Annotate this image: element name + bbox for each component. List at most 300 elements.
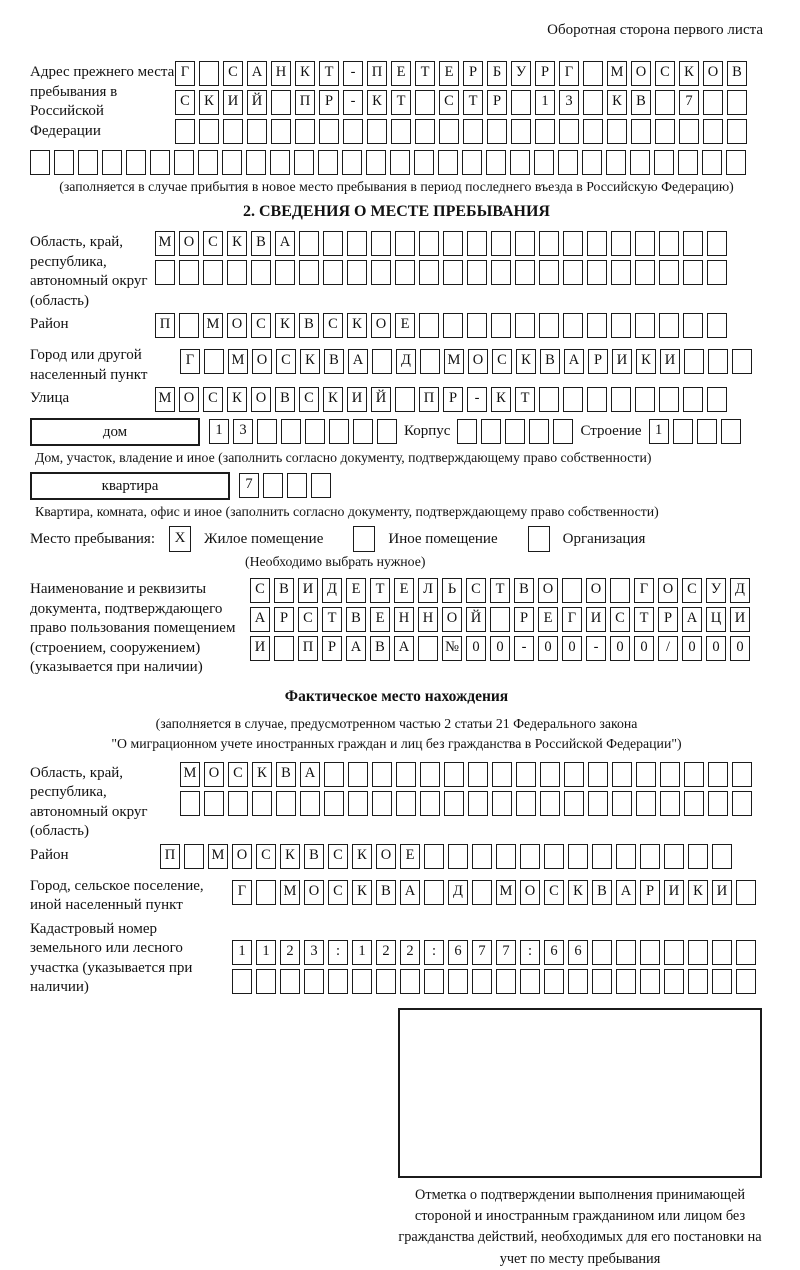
char-box[interactable] [246, 150, 266, 175]
char-box[interactable] [348, 762, 368, 787]
char-box[interactable] [367, 119, 387, 144]
char-box[interactable] [390, 150, 410, 175]
char-box[interactable] [707, 313, 727, 338]
char-box[interactable] [443, 231, 463, 256]
char-box[interactable]: А [348, 349, 368, 374]
char-box[interactable]: К [679, 61, 699, 86]
char-box[interactable] [727, 90, 747, 115]
char-box[interactable] [396, 762, 416, 787]
char-box[interactable]: : [328, 940, 348, 965]
char-box[interactable] [199, 61, 219, 86]
char-box[interactable]: 1 [256, 940, 276, 965]
char-box[interactable] [660, 762, 680, 787]
char-box[interactable]: Й [371, 387, 391, 412]
char-box[interactable] [568, 969, 588, 994]
char-box[interactable] [684, 791, 704, 816]
char-box[interactable]: М [444, 349, 464, 374]
char-box[interactable] [486, 150, 506, 175]
char-box[interactable] [684, 349, 704, 374]
char-box[interactable] [539, 260, 559, 285]
char-box[interactable] [611, 313, 631, 338]
char-box[interactable] [558, 150, 578, 175]
char-box[interactable]: И [298, 578, 318, 603]
char-box[interactable]: М [180, 762, 200, 787]
char-box[interactable] [707, 260, 727, 285]
char-box[interactable]: К [352, 844, 372, 869]
char-box[interactable]: 0 [610, 636, 630, 661]
char-box[interactable]: С [223, 61, 243, 86]
char-box[interactable] [678, 150, 698, 175]
char-box[interactable]: 6 [544, 940, 564, 965]
char-box[interactable]: 6 [568, 940, 588, 965]
char-box[interactable] [204, 349, 224, 374]
char-box[interactable] [328, 969, 348, 994]
char-box[interactable] [287, 473, 307, 498]
char-box[interactable]: К [491, 387, 511, 412]
char-box[interactable] [726, 150, 746, 175]
char-box[interactable] [420, 762, 440, 787]
char-box[interactable] [683, 231, 703, 256]
char-box[interactable] [300, 791, 320, 816]
char-box[interactable]: - [586, 636, 606, 661]
char-box[interactable] [438, 150, 458, 175]
char-box[interactable] [616, 969, 636, 994]
char-box[interactable] [559, 119, 579, 144]
char-box[interactable] [736, 880, 756, 905]
char-box[interactable] [520, 969, 540, 994]
char-box[interactable] [419, 231, 439, 256]
char-box[interactable] [616, 940, 636, 965]
char-box[interactable] [366, 150, 386, 175]
char-box[interactable]: - [343, 90, 363, 115]
char-box[interactable] [294, 150, 314, 175]
char-box[interactable] [539, 231, 559, 256]
char-box[interactable] [174, 150, 194, 175]
char-box[interactable] [660, 791, 680, 816]
char-box[interactable] [472, 880, 492, 905]
char-box[interactable] [640, 940, 660, 965]
char-box[interactable] [520, 844, 540, 869]
char-box[interactable]: Р [514, 607, 534, 632]
char-box[interactable]: К [636, 349, 656, 374]
char-box[interactable]: 7 [239, 473, 259, 498]
char-box[interactable] [655, 90, 675, 115]
char-box[interactable]: О [586, 578, 606, 603]
char-box[interactable]: В [514, 578, 534, 603]
char-box[interactable]: А [682, 607, 702, 632]
char-box[interactable] [324, 762, 344, 787]
char-box[interactable] [732, 349, 752, 374]
char-box[interactable]: О [251, 387, 271, 412]
char-box[interactable] [311, 473, 331, 498]
char-box[interactable] [319, 119, 339, 144]
char-box[interactable]: Т [370, 578, 390, 603]
char-box[interactable]: К [688, 880, 708, 905]
char-box[interactable] [587, 231, 607, 256]
char-box[interactable] [630, 150, 650, 175]
char-box[interactable] [468, 762, 488, 787]
char-box[interactable]: С [250, 578, 270, 603]
char-box[interactable] [463, 119, 483, 144]
char-box[interactable]: 3 [304, 940, 324, 965]
char-box[interactable] [664, 940, 684, 965]
char-box[interactable]: И [664, 880, 684, 905]
char-box[interactable] [712, 844, 732, 869]
char-box[interactable]: В [376, 880, 396, 905]
char-box[interactable] [395, 231, 415, 256]
char-box[interactable] [611, 260, 631, 285]
char-box[interactable]: Е [346, 578, 366, 603]
char-box[interactable] [348, 791, 368, 816]
char-box[interactable] [712, 969, 732, 994]
char-box[interactable]: Р [443, 387, 463, 412]
char-box[interactable]: 2 [376, 940, 396, 965]
char-box[interactable] [515, 313, 535, 338]
char-box[interactable]: А [247, 61, 267, 86]
char-box[interactable] [612, 762, 632, 787]
char-box[interactable] [274, 636, 294, 661]
char-box[interactable] [587, 260, 607, 285]
char-box[interactable]: М [496, 880, 516, 905]
char-box[interactable]: М [228, 349, 248, 374]
char-box[interactable] [708, 762, 728, 787]
char-box[interactable]: В [251, 231, 271, 256]
char-box[interactable]: 0 [538, 636, 558, 661]
char-box[interactable]: У [706, 578, 726, 603]
char-box[interactable] [683, 313, 703, 338]
char-box[interactable]: Г [559, 61, 579, 86]
char-box[interactable]: С [544, 880, 564, 905]
char-box[interactable]: К [568, 880, 588, 905]
char-box[interactable]: О [179, 387, 199, 412]
char-box[interactable] [697, 419, 717, 444]
char-box[interactable] [420, 791, 440, 816]
char-box[interactable]: К [295, 61, 315, 86]
char-box[interactable]: О [227, 313, 247, 338]
char-box[interactable]: К [323, 387, 343, 412]
char-box[interactable]: Г [175, 61, 195, 86]
char-box[interactable]: С [256, 844, 276, 869]
char-box[interactable] [419, 260, 439, 285]
char-box[interactable]: Д [730, 578, 750, 603]
char-box[interactable]: Д [322, 578, 342, 603]
char-box[interactable] [635, 313, 655, 338]
char-box[interactable]: 0 [490, 636, 510, 661]
char-box[interactable] [457, 419, 477, 444]
char-box[interactable]: С [682, 578, 702, 603]
char-box[interactable]: В [592, 880, 612, 905]
char-box[interactable]: И [660, 349, 680, 374]
char-box[interactable]: К [227, 231, 247, 256]
char-box[interactable]: О [232, 844, 252, 869]
char-box[interactable] [563, 313, 583, 338]
char-box[interactable] [126, 150, 146, 175]
char-box[interactable] [703, 119, 723, 144]
stay-option-other-checkbox[interactable] [353, 526, 375, 552]
char-box[interactable] [515, 260, 535, 285]
char-box[interactable] [587, 313, 607, 338]
char-box[interactable]: С [466, 578, 486, 603]
char-box[interactable] [688, 969, 708, 994]
char-box[interactable] [424, 969, 444, 994]
char-box[interactable] [496, 844, 516, 869]
char-box[interactable]: Т [319, 61, 339, 86]
char-box[interactable]: В [299, 313, 319, 338]
char-box[interactable]: В [540, 349, 560, 374]
char-box[interactable]: 2 [400, 940, 420, 965]
char-box[interactable] [659, 260, 679, 285]
char-box[interactable] [276, 791, 296, 816]
char-box[interactable] [252, 791, 272, 816]
char-box[interactable] [516, 762, 536, 787]
char-box[interactable] [659, 387, 679, 412]
char-box[interactable] [227, 260, 247, 285]
char-box[interactable]: Е [400, 844, 420, 869]
char-box[interactable]: 2 [280, 940, 300, 965]
char-box[interactable]: Е [370, 607, 390, 632]
char-box[interactable]: П [298, 636, 318, 661]
char-box[interactable]: Е [395, 313, 415, 338]
char-box[interactable]: Г [232, 880, 252, 905]
char-box[interactable]: Т [415, 61, 435, 86]
char-box[interactable] [467, 260, 487, 285]
char-box[interactable] [564, 791, 584, 816]
char-box[interactable] [280, 969, 300, 994]
char-box[interactable] [707, 231, 727, 256]
char-box[interactable]: Е [391, 61, 411, 86]
char-box[interactable] [544, 844, 564, 869]
char-box[interactable]: М [203, 313, 223, 338]
char-box[interactable]: О [468, 349, 488, 374]
char-box[interactable]: Р [487, 90, 507, 115]
char-box[interactable] [184, 844, 204, 869]
char-box[interactable]: С [298, 607, 318, 632]
char-box[interactable]: 0 [682, 636, 702, 661]
char-box[interactable] [343, 119, 363, 144]
char-box[interactable] [271, 119, 291, 144]
char-box[interactable]: Н [271, 61, 291, 86]
char-box[interactable] [587, 387, 607, 412]
char-box[interactable] [640, 844, 660, 869]
char-box[interactable] [179, 313, 199, 338]
char-box[interactable] [199, 119, 219, 144]
char-box[interactable]: Р [658, 607, 678, 632]
char-box[interactable] [553, 419, 573, 444]
char-box[interactable] [155, 260, 175, 285]
char-box[interactable] [612, 791, 632, 816]
char-box[interactable] [352, 969, 372, 994]
char-box[interactable] [342, 150, 362, 175]
char-box[interactable] [467, 313, 487, 338]
char-box[interactable] [420, 349, 440, 374]
char-box[interactable]: С [299, 387, 319, 412]
char-box[interactable]: А [564, 349, 584, 374]
char-box[interactable] [592, 844, 612, 869]
char-box[interactable] [635, 231, 655, 256]
char-box[interactable] [472, 969, 492, 994]
char-box[interactable]: Д [396, 349, 416, 374]
char-box[interactable]: 1 [232, 940, 252, 965]
char-box[interactable]: И [586, 607, 606, 632]
char-box[interactable] [256, 880, 276, 905]
char-box[interactable] [611, 387, 631, 412]
char-box[interactable] [516, 791, 536, 816]
char-box[interactable]: Р [535, 61, 555, 86]
char-box[interactable] [659, 313, 679, 338]
char-box[interactable] [688, 940, 708, 965]
char-box[interactable]: П [419, 387, 439, 412]
char-box[interactable]: А [300, 762, 320, 787]
char-box[interactable] [582, 150, 602, 175]
char-box[interactable] [563, 231, 583, 256]
house-type-box[interactable]: дом [30, 418, 200, 446]
char-box[interactable] [635, 260, 655, 285]
char-box[interactable] [492, 762, 512, 787]
char-box[interactable]: В [727, 61, 747, 86]
char-box[interactable] [636, 791, 656, 816]
char-box[interactable]: И [612, 349, 632, 374]
char-box[interactable] [708, 791, 728, 816]
char-box[interactable] [180, 791, 200, 816]
char-box[interactable]: С [610, 607, 630, 632]
char-box[interactable] [204, 791, 224, 816]
char-box[interactable]: В [631, 90, 651, 115]
char-box[interactable] [257, 419, 277, 444]
char-box[interactable] [323, 231, 343, 256]
char-box[interactable] [515, 231, 535, 256]
char-box[interactable] [415, 90, 435, 115]
char-box[interactable]: - [467, 387, 487, 412]
char-box[interactable] [324, 791, 344, 816]
char-box[interactable]: 6 [448, 940, 468, 965]
char-box[interactable] [496, 969, 516, 994]
char-box[interactable] [703, 90, 723, 115]
char-box[interactable]: Р [274, 607, 294, 632]
char-box[interactable]: К [280, 844, 300, 869]
char-box[interactable] [175, 119, 195, 144]
char-box[interactable] [606, 150, 626, 175]
char-box[interactable] [702, 150, 722, 175]
char-box[interactable] [179, 260, 199, 285]
char-box[interactable] [635, 387, 655, 412]
char-box[interactable] [592, 969, 612, 994]
char-box[interactable] [372, 349, 392, 374]
char-box[interactable] [534, 150, 554, 175]
char-box[interactable] [610, 578, 630, 603]
char-box[interactable]: Й [466, 607, 486, 632]
char-box[interactable]: К [347, 313, 367, 338]
char-box[interactable]: Г [180, 349, 200, 374]
char-box[interactable] [400, 969, 420, 994]
char-box[interactable]: К [300, 349, 320, 374]
char-box[interactable] [562, 578, 582, 603]
char-box[interactable] [281, 419, 301, 444]
char-box[interactable] [564, 762, 584, 787]
char-box[interactable]: В [274, 578, 294, 603]
char-box[interactable]: 0 [730, 636, 750, 661]
apartment-type-box[interactable]: квартира [30, 472, 230, 500]
char-box[interactable]: С [328, 844, 348, 869]
char-box[interactable]: А [346, 636, 366, 661]
char-box[interactable] [664, 969, 684, 994]
char-box[interactable]: С [328, 880, 348, 905]
char-box[interactable]: П [295, 90, 315, 115]
char-box[interactable] [353, 419, 373, 444]
char-box[interactable] [372, 791, 392, 816]
char-box[interactable]: : [424, 940, 444, 965]
stay-option-residential-checkbox[interactable]: X [169, 526, 191, 552]
char-box[interactable] [263, 473, 283, 498]
char-box[interactable] [462, 150, 482, 175]
char-box[interactable]: К [352, 880, 372, 905]
char-box[interactable]: Р [322, 636, 342, 661]
char-box[interactable] [511, 90, 531, 115]
char-box[interactable]: Б [487, 61, 507, 86]
char-box[interactable]: 0 [562, 636, 582, 661]
char-box[interactable] [391, 119, 411, 144]
char-box[interactable] [487, 119, 507, 144]
char-box[interactable] [414, 150, 434, 175]
char-box[interactable]: К [199, 90, 219, 115]
char-box[interactable] [539, 313, 559, 338]
char-box[interactable] [679, 119, 699, 144]
char-box[interactable] [491, 260, 511, 285]
char-box[interactable]: С [323, 313, 343, 338]
stay-option-organization-checkbox[interactable] [528, 526, 550, 552]
char-box[interactable] [295, 119, 315, 144]
char-box[interactable] [443, 313, 463, 338]
char-box[interactable] [467, 231, 487, 256]
char-box[interactable] [222, 150, 242, 175]
char-box[interactable]: М [155, 231, 175, 256]
char-box[interactable]: П [367, 61, 387, 86]
char-box[interactable] [712, 940, 732, 965]
char-box[interactable] [721, 419, 741, 444]
char-box[interactable]: Е [439, 61, 459, 86]
char-box[interactable]: 7 [472, 940, 492, 965]
char-box[interactable]: О [520, 880, 540, 905]
char-box[interactable] [540, 791, 560, 816]
char-box[interactable] [583, 90, 603, 115]
char-box[interactable]: О [304, 880, 324, 905]
char-box[interactable]: И [250, 636, 270, 661]
char-box[interactable]: 7 [679, 90, 699, 115]
char-box[interactable]: 0 [466, 636, 486, 661]
char-box[interactable] [481, 419, 501, 444]
char-box[interactable]: 0 [634, 636, 654, 661]
char-box[interactable] [636, 762, 656, 787]
char-box[interactable] [468, 791, 488, 816]
char-box[interactable]: 1 [649, 419, 669, 444]
char-box[interactable] [395, 387, 415, 412]
char-box[interactable] [611, 231, 631, 256]
char-box[interactable] [683, 260, 703, 285]
char-box[interactable] [150, 150, 170, 175]
char-box[interactable]: О [658, 578, 678, 603]
char-box[interactable] [583, 119, 603, 144]
char-box[interactable] [736, 969, 756, 994]
char-box[interactable]: Ц [706, 607, 726, 632]
char-box[interactable] [616, 844, 636, 869]
char-box[interactable] [396, 791, 416, 816]
char-box[interactable] [655, 119, 675, 144]
char-box[interactable]: Д [448, 880, 468, 905]
char-box[interactable] [673, 419, 693, 444]
char-box[interactable]: К [252, 762, 272, 787]
char-box[interactable]: И [223, 90, 243, 115]
char-box[interactable]: С [203, 231, 223, 256]
char-box[interactable] [256, 969, 276, 994]
